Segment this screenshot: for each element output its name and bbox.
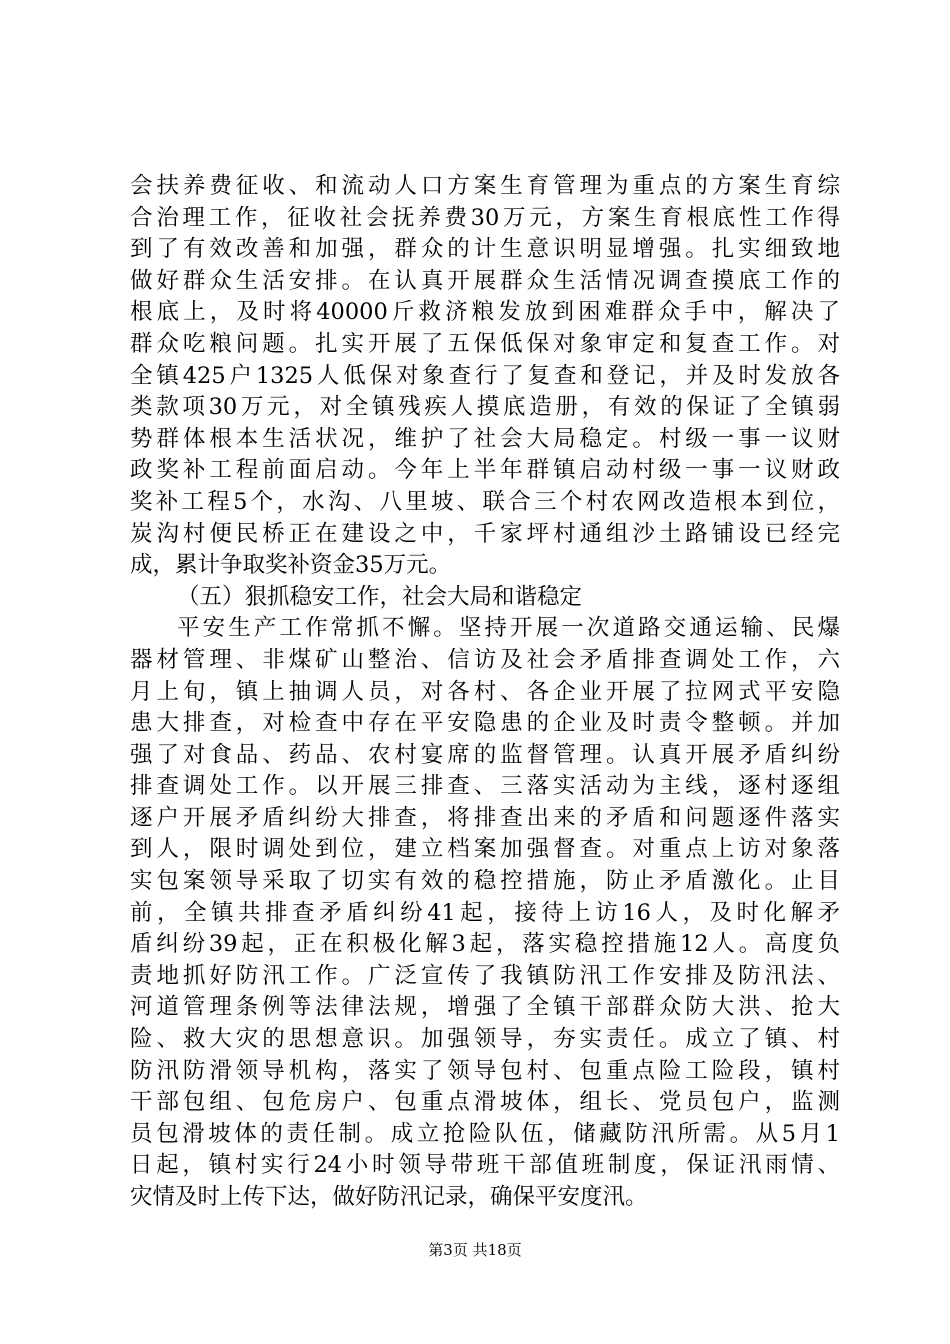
text-line: 逐户开展矛盾纠纷大排查，将排查出来的矛盾和问题逐件落实 — [130, 804, 840, 831]
text-line: 员包滑坡体的责任制。成立抢险队伍，储藏防汛所需。从5月1 — [130, 1120, 840, 1147]
text-line: 全镇425户1325人低保对象查行了复查和登记，并及时发放各 — [130, 362, 840, 389]
text-line: 器材管理、非煤矿山整治、信访及社会矛盾排查调处工作，六 — [130, 646, 840, 673]
section-heading: （五）狠抓稳安工作，社会大局和谐稳定 — [177, 583, 583, 610]
page-number: 第3页 共18页 — [428, 1241, 522, 1259]
text-line: 排查调处工作。以开展三排查、三落实活动为主线，逐村逐组 — [130, 773, 840, 800]
text-line: 会扶养费征收、和流动人口方案生育管理为重点的方案生育综 — [130, 173, 840, 199]
text-line: 奖补工程5个，水沟、八里坡、联合三个村农网改造根本到位， — [130, 488, 840, 515]
text-line: 势群体根本生活状况，维护了社会大局稳定。村级一事一议财 — [130, 425, 840, 452]
text-line: 险、救大灾的思想意识。加强领导，夯实责任。成立了镇、村 — [130, 1026, 840, 1053]
text-line: 类款项30万元，对全镇残疾人摸底造册，有效的保证了全镇弱 — [130, 394, 840, 421]
text-line: 月上旬，镇上抽调人员，对各村、各企业开展了拉网式平安隐 — [130, 678, 840, 705]
text-line: 日起，镇村实行24小时领导带班干部值班制度，保证汛雨情、 — [130, 1152, 840, 1179]
text-line: 河道管理条例等法律法规，增强了全镇干部群众防大洪、抢大 — [130, 994, 840, 1021]
text-line: 到人，限时调处到位，建立档案加强督查。对重点上访对象落 — [130, 836, 840, 863]
text-line: 成，累计争取奖补资金35万元。 — [130, 552, 452, 579]
text-line: 政奖补工程前面启动。今年上半年群镇启动村级一事一议财政 — [130, 457, 840, 484]
text-line: 灾情及时上传下达，做好防汛记录，确保平安度汛。 — [130, 1184, 648, 1210]
text-line: 平安生产工作常抓不懈。坚持开展一次道路交通运输、民爆 — [177, 615, 840, 642]
text-line: 盾纠纷39起，正在积极化解3起，落实稳控措施12人。高度负 — [130, 931, 840, 958]
text-line: 合治理工作，征收社会抚养费30万元，方案生育根底性工作得 — [130, 204, 840, 231]
text-line: 到了有效改善和加强，群众的计生意识明显增强。扎实细致地 — [130, 236, 840, 263]
text-line: 防汛防滑领导机构，落实了领导包村、包重点险工险段，镇村 — [130, 1057, 840, 1084]
text-line: 干部包组、包危房户、包重点滑坡体，组长、党员包户，监测 — [130, 1089, 840, 1116]
text-line: 炭沟村便民桥正在建设之中，千家坪村通组沙土路铺设已经完 — [130, 520, 840, 547]
text-line: 群众吃粮问题。扎实开展了五保低保对象审定和复查工作。对 — [130, 330, 840, 357]
text-line: 做好群众生活安排。在认真开展群众生活情况调查摸底工作的 — [130, 267, 840, 294]
text-line: 实包案领导采取了切实有效的稳控措施，防止矛盾激化。止目 — [130, 868, 840, 895]
text-line: 强了对食品、药品、农村宴席的监督管理。认真开展矛盾纠纷 — [130, 741, 840, 768]
text-line: 患大排查，对检查中存在平安隐患的企业及时责令整顿。并加 — [130, 710, 840, 737]
page-footer — [0, 1240, 950, 1260]
text-line: 责地抓好防汛工作。广泛宣传了我镇防汛工作安排及防汛法、 — [130, 962, 840, 989]
body-text — [130, 171, 840, 1214]
text-line: 前，全镇共排查矛盾纠纷41起，接待上访16人，及时化解矛 — [130, 899, 840, 926]
text-line: 根底上，及时将40000斤救济粮发放到困难群众手中，解决了 — [130, 299, 840, 326]
